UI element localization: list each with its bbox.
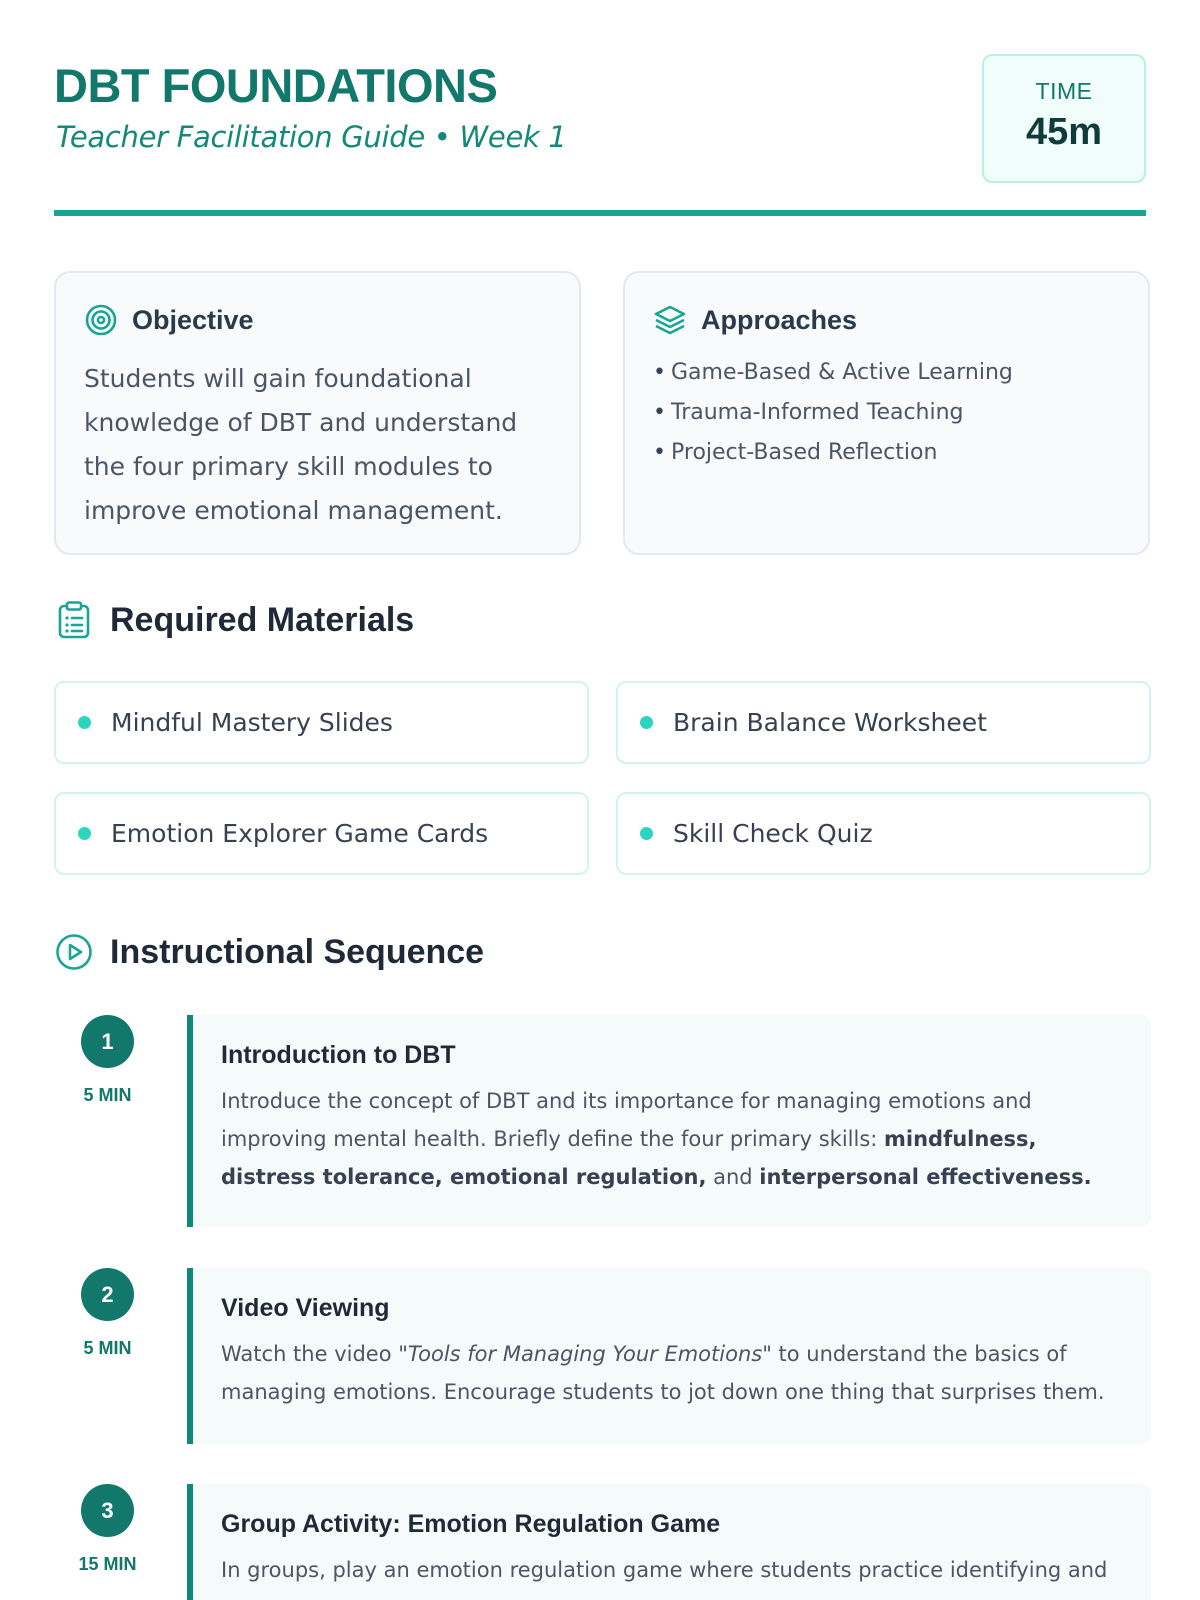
step-duration: 5 MIN: [83, 1338, 132, 1358]
approaches-card: [623, 271, 1150, 555]
objective-title: Objective: [132, 304, 254, 335]
approach-item: • Project-Based Reflection: [653, 433, 1013, 473]
step-title: Video Viewing: [221, 1294, 390, 1322]
approaches-header: [653, 303, 857, 337]
approach-item: • Trauma-Informed Teaching: [653, 393, 1013, 433]
step-description: Introduce the concept of DBT and its importance for managing emotions and improving mental health. Briefly define the four primary skills: mindfulness, distress tolerance, emotional regulation, and interpersonal effectiveness.: [221, 1089, 1092, 1189]
step-number: 2: [81, 1268, 134, 1321]
time-label: TIME: [1035, 78, 1093, 104]
step-card: [187, 1268, 1151, 1444]
material-item: [54, 681, 589, 764]
layers-icon: [653, 303, 687, 337]
play-circle-icon: [54, 932, 94, 972]
page-subtitle: Teacher Facilitation Guide • Week 1: [56, 120, 567, 154]
info-cards: [54, 271, 1151, 555]
step-duration: 15 MIN: [78, 1554, 137, 1574]
bullet-dot: [640, 716, 653, 729]
materials-title: Required Materials: [110, 600, 415, 639]
clipboard-list-icon: [54, 600, 94, 640]
material-label: Mindful Mastery Slides: [111, 708, 393, 737]
objective-text: Students will gain foundational knowledge of DBT and understand the four primary skill modules to improve emotional management.: [84, 364, 518, 525]
page-header: [54, 0, 1146, 213]
material-label: Skill Check Quiz: [673, 819, 873, 848]
step-number: 3: [81, 1484, 134, 1537]
material-item: [616, 792, 1151, 875]
material-item: [616, 681, 1151, 764]
bullet-dot: [640, 827, 653, 840]
objective-card: [54, 271, 581, 555]
bullet-dot: [78, 716, 91, 729]
step-card: [187, 1484, 1151, 1600]
page-title: DBT FOUNDATIONS: [54, 59, 498, 112]
step-title: Introduction to DBT: [221, 1041, 456, 1069]
material-label: Emotion Explorer Game Cards: [111, 819, 489, 848]
material-item: [54, 792, 589, 875]
sequence-heading: [54, 932, 484, 972]
step-description: Watch the video "Tools for Managing Your Emotions" to understand the basics of managing emotions. Encourage students to jot down one thing that surprises them.: [221, 1342, 1105, 1404]
time-value: 45m: [1025, 111, 1103, 153]
approaches-list: [653, 353, 1013, 473]
sequence-title: Instructional Sequence: [110, 932, 485, 971]
step-card: [187, 1015, 1151, 1227]
bullet-dot: [78, 827, 91, 840]
material-label: Brain Balance Worksheet: [673, 708, 987, 737]
step-title: Group Activity: Emotion Regulation Game: [221, 1510, 721, 1538]
materials-heading: [54, 600, 414, 640]
step-description: In groups, play an emotion regulation game where students practice identifying and: [221, 1558, 1108, 1582]
header-divider: [54, 210, 1146, 216]
step-number: 1: [81, 1015, 134, 1068]
step-duration: 5 MIN: [83, 1085, 132, 1105]
target-icon: [84, 303, 118, 337]
objective-header: [84, 303, 254, 337]
approach-item: • Game-Based & Active Learning: [653, 353, 1013, 393]
time-badge: [982, 54, 1146, 183]
approaches-title: Approaches: [701, 304, 858, 335]
